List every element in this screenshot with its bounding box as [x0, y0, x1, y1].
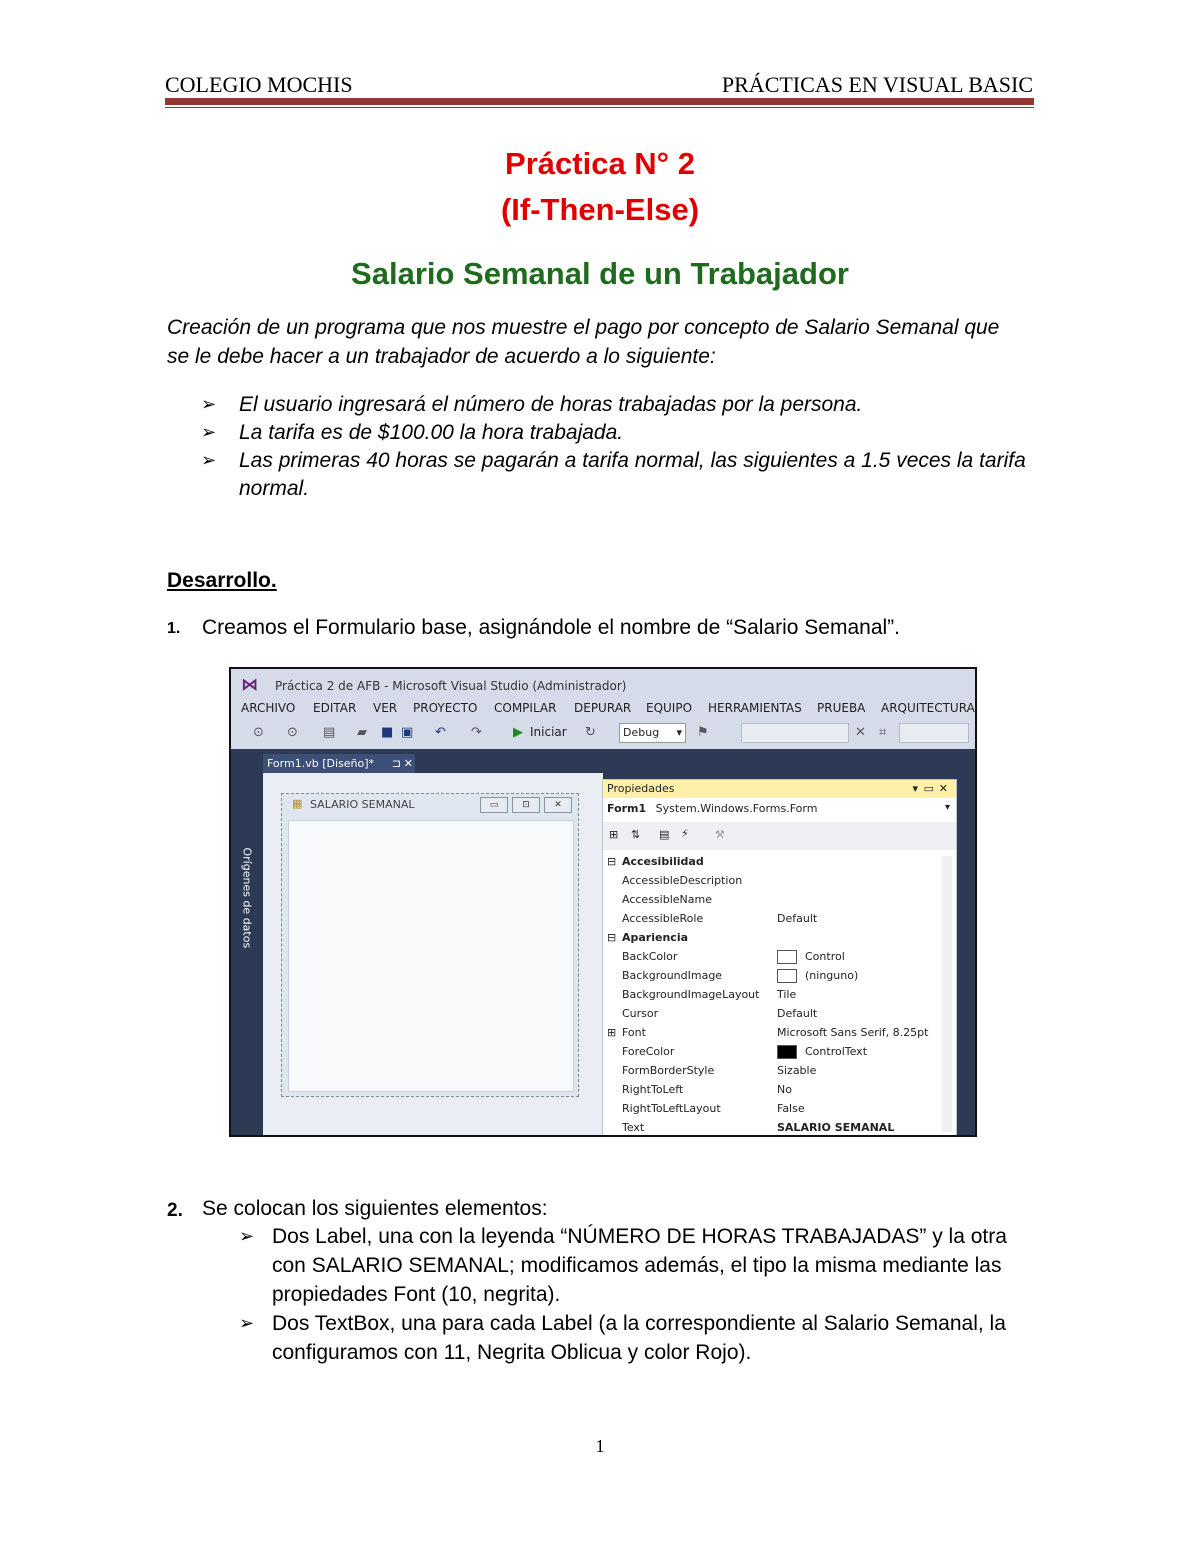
- toolbar-icon[interactable]: ✕: [855, 725, 866, 740]
- property-row[interactable]: [603, 909, 943, 928]
- property-row[interactable]: [603, 852, 943, 871]
- find-icon[interactable]: ⚑: [697, 725, 709, 740]
- property-row[interactable]: [603, 1023, 943, 1042]
- forward-icon[interactable]: ⊙: [287, 725, 298, 740]
- property-row[interactable]: [603, 1080, 943, 1099]
- page-number: 1: [595, 1436, 605, 1456]
- form-designer[interactable]: [281, 793, 579, 1097]
- menu-prueba[interactable]: PRUEBA: [817, 701, 866, 715]
- new-project-icon[interactable]: ▤: [323, 725, 336, 740]
- property-row[interactable]: [603, 985, 943, 1004]
- property-name: AccessibleDescription: [622, 874, 743, 887]
- step-number: 2.: [167, 1200, 183, 1221]
- rule-item: El usuario ingresará el número de horas trabajadas por la persona.: [239, 393, 863, 416]
- intro-line-1: Creación de un programa que nos muestre el pago por concepto de Salario Semanal que: [167, 316, 1000, 339]
- property-name: BackgroundImageLayout: [622, 988, 760, 1001]
- categorized-icon[interactable]: ⊞: [609, 828, 619, 841]
- properties-header: [603, 780, 956, 798]
- rule-item-continued: normal.: [239, 477, 310, 500]
- find-combo[interactable]: [741, 723, 849, 743]
- expand-icon[interactable]: ⊞: [607, 1026, 617, 1039]
- design-surface: [263, 773, 603, 1135]
- menu-herramientas[interactable]: HERRAMIENTAS: [708, 701, 802, 715]
- intro-line-2: se le debe hacer a un trabajador de acuerdo a lo siguiente:: [167, 345, 716, 368]
- side-panel: [231, 749, 257, 1135]
- solution-config-select[interactable]: [619, 723, 686, 743]
- property-row[interactable]: [603, 966, 943, 985]
- events-icon[interactable]: ⚡: [681, 827, 689, 840]
- document-tab-bar: [257, 749, 975, 773]
- collapse-icon[interactable]: ⊟: [607, 931, 617, 944]
- practice-title: Práctica N° 2: [505, 146, 695, 181]
- visual-studio-logo-icon: ⋈: [241, 675, 258, 695]
- property-value: False: [777, 1102, 805, 1115]
- form-title-bar: [282, 794, 578, 814]
- property-value: ControlText: [805, 1045, 868, 1058]
- step2-item-line: Dos TextBox, una para cada Label (a la correspondiente al Salario Semanal, la: [272, 1312, 1006, 1335]
- float-icon[interactable]: ▭: [923, 782, 934, 795]
- property-row[interactable]: [603, 1099, 943, 1118]
- section-heading: Desarrollo.: [167, 569, 277, 592]
- menu-equipo[interactable]: EQUIPO: [646, 701, 693, 715]
- property-value: Default: [777, 1007, 818, 1020]
- start-icon[interactable]: ▶: [513, 725, 523, 740]
- close-icon[interactable]: ✕: [403, 757, 413, 770]
- form-icon: ▦: [292, 797, 303, 810]
- vs-chrome: [231, 669, 975, 749]
- wrench-icon[interactable]: ⚒: [715, 828, 725, 841]
- property-row[interactable]: [603, 1118, 943, 1137]
- close-icon[interactable]: ✕: [938, 782, 948, 795]
- object-selector[interactable]: [607, 802, 817, 815]
- step-text: Se colocan los siguientes elementos:: [202, 1197, 548, 1220]
- vs-window-title: Práctica 2 de AFB - Microsoft Visual Studio (Administrador): [275, 679, 627, 693]
- property-name: BackColor: [622, 950, 678, 963]
- header-rule-thin: [165, 107, 1034, 108]
- menu-ver[interactable]: VER: [373, 701, 398, 715]
- maximize-icon[interactable]: ⊡: [512, 797, 540, 813]
- rule-item: Las primeras 40 horas se pagarán a tarifa normal, las siguientes a 1.5 veces la tarifa: [239, 449, 1026, 472]
- alphabetical-icon[interactable]: ⇅: [631, 828, 641, 841]
- property-name: Font: [622, 1026, 646, 1039]
- property-value: Control: [805, 950, 845, 963]
- property-name: FormBorderStyle: [622, 1064, 715, 1077]
- visual-studio-screenshot: [229, 667, 977, 1137]
- config-value: Debug: [623, 726, 660, 739]
- step-number: 1.: [167, 620, 181, 637]
- form-title: SALARIO SEMANAL: [310, 798, 415, 811]
- property-name: ForeColor: [622, 1045, 675, 1058]
- arrow-bullet-icon: ➢: [239, 1226, 255, 1246]
- dropdown-icon[interactable]: ▾: [912, 782, 918, 795]
- object-type: System.Windows.Forms.Form: [655, 802, 818, 815]
- property-row[interactable]: [603, 947, 943, 966]
- property-value: Default: [777, 912, 818, 925]
- property-name: BackgroundImage: [622, 969, 723, 982]
- header-rule: [165, 98, 1034, 105]
- image-swatch: [777, 969, 797, 983]
- property-row[interactable]: [603, 928, 943, 947]
- property-value: (ninguno): [805, 969, 859, 982]
- back-icon[interactable]: ⊙: [253, 725, 264, 740]
- save-all-icon[interactable]: ▣: [401, 725, 414, 740]
- practice-subtitle: (If-Then-Else): [500, 192, 700, 227]
- chevron-down-icon[interactable]: ▾: [944, 802, 950, 813]
- program-title: Salario Semanal de un Trabajador: [351, 256, 849, 291]
- refresh-icon[interactable]: ↻: [585, 725, 596, 740]
- properties-scrollbar[interactable]: [942, 856, 952, 1132]
- property-name: AccessibleRole: [622, 912, 704, 925]
- property-row[interactable]: [603, 871, 943, 890]
- property-name: AccessibleName: [622, 893, 712, 906]
- property-value: SALARIO SEMANAL: [777, 1121, 895, 1134]
- tab-form1-design[interactable]: [263, 754, 415, 773]
- vs-toolbar: [235, 723, 971, 745]
- properties-icon[interactable]: ▤: [659, 828, 670, 841]
- undo-icon[interactable]: ↶: [435, 725, 446, 740]
- property-row[interactable]: [603, 890, 943, 909]
- object-name: Form1: [607, 802, 647, 815]
- property-row[interactable]: [603, 1004, 943, 1023]
- properties-window: [602, 779, 957, 1137]
- form-client-area[interactable]: [288, 820, 574, 1092]
- property-value: Microsoft Sans Serif, 8.25pt: [777, 1026, 929, 1039]
- rule-item: La tarifa es de $100.00 la hora trabajada.: [239, 421, 624, 444]
- header-school: COLEGIO MOCHIS: [165, 72, 353, 97]
- header-subject: PRÁCTICAS EN VISUAL BASIC: [721, 72, 1033, 97]
- step2-item-line: Dos Label, una con la leyenda “NÚMERO DE HORAS TRABAJADAS” y la otra: [272, 1225, 1007, 1248]
- start-button[interactable]: Iniciar: [530, 725, 567, 739]
- tab-label: Form1.vb [Diseño]*: [267, 757, 375, 770]
- minimize-icon[interactable]: ▭: [480, 797, 508, 813]
- step-text: Creamos el Formulario base, asignándole el nombre de “Salario Semanal”.: [202, 616, 901, 639]
- menu-archivo[interactable]: ARCHIVO: [241, 701, 296, 715]
- save-icon[interactable]: ■: [381, 725, 394, 740]
- property-name: Cursor: [622, 1007, 659, 1020]
- property-row[interactable]: [603, 1061, 943, 1080]
- step2-item-line: con SALARIO SEMANAL; modificamos además, el tipo la misma mediante las: [272, 1254, 1002, 1277]
- category-name: Apariencia: [622, 931, 689, 944]
- property-name: RightToLeftLayout: [622, 1102, 721, 1115]
- toolbar-icon[interactable]: ⌗: [879, 725, 887, 740]
- property-row[interactable]: [603, 1042, 943, 1061]
- arrow-bullet-icon: ➢: [239, 1313, 255, 1333]
- property-value: No: [777, 1083, 792, 1096]
- menu-arquitectura[interactable]: ARQUITECTURA: [881, 701, 975, 715]
- step2-item-line: configuramos con 11, Negrita Oblicua y color Rojo).: [272, 1341, 752, 1364]
- color-swatch: [777, 950, 797, 964]
- properties-title: Propiedades: [607, 782, 675, 795]
- menu-editar[interactable]: EDITAR: [313, 701, 357, 715]
- chevron-down-icon: ▾: [676, 726, 682, 739]
- open-folder-icon[interactable]: ▰: [357, 725, 367, 740]
- property-value: Sizable: [777, 1064, 817, 1077]
- close-window-icon[interactable]: ✕: [544, 797, 572, 813]
- data-sources-tab[interactable]: Orígenes de datos: [240, 847, 254, 949]
- properties-toolbar: [603, 822, 956, 850]
- menu-compilar[interactable]: COMPILAR: [494, 701, 557, 715]
- collapse-icon[interactable]: ⊟: [607, 855, 617, 868]
- arrow-bullet-icon: ➢: [201, 394, 217, 414]
- category-name: Accesibilidad: [622, 855, 704, 868]
- menu-proyecto[interactable]: PROYECTO: [413, 701, 478, 715]
- property-name: RightToLeft: [622, 1083, 684, 1096]
- toolbar-combo[interactable]: [899, 723, 969, 743]
- redo-icon[interactable]: ↷: [471, 725, 482, 740]
- menu-depurar[interactable]: DEPURAR: [574, 701, 632, 715]
- color-swatch: [777, 1045, 797, 1059]
- property-name: Text: [622, 1121, 645, 1134]
- pin-icon[interactable]: ⊐: [391, 757, 401, 770]
- arrow-bullet-icon: ➢: [201, 450, 217, 470]
- property-value: Tile: [777, 988, 797, 1001]
- arrow-bullet-icon: ➢: [201, 422, 217, 442]
- step2-item-line: propiedades Font (10, negrita).: [272, 1283, 561, 1306]
